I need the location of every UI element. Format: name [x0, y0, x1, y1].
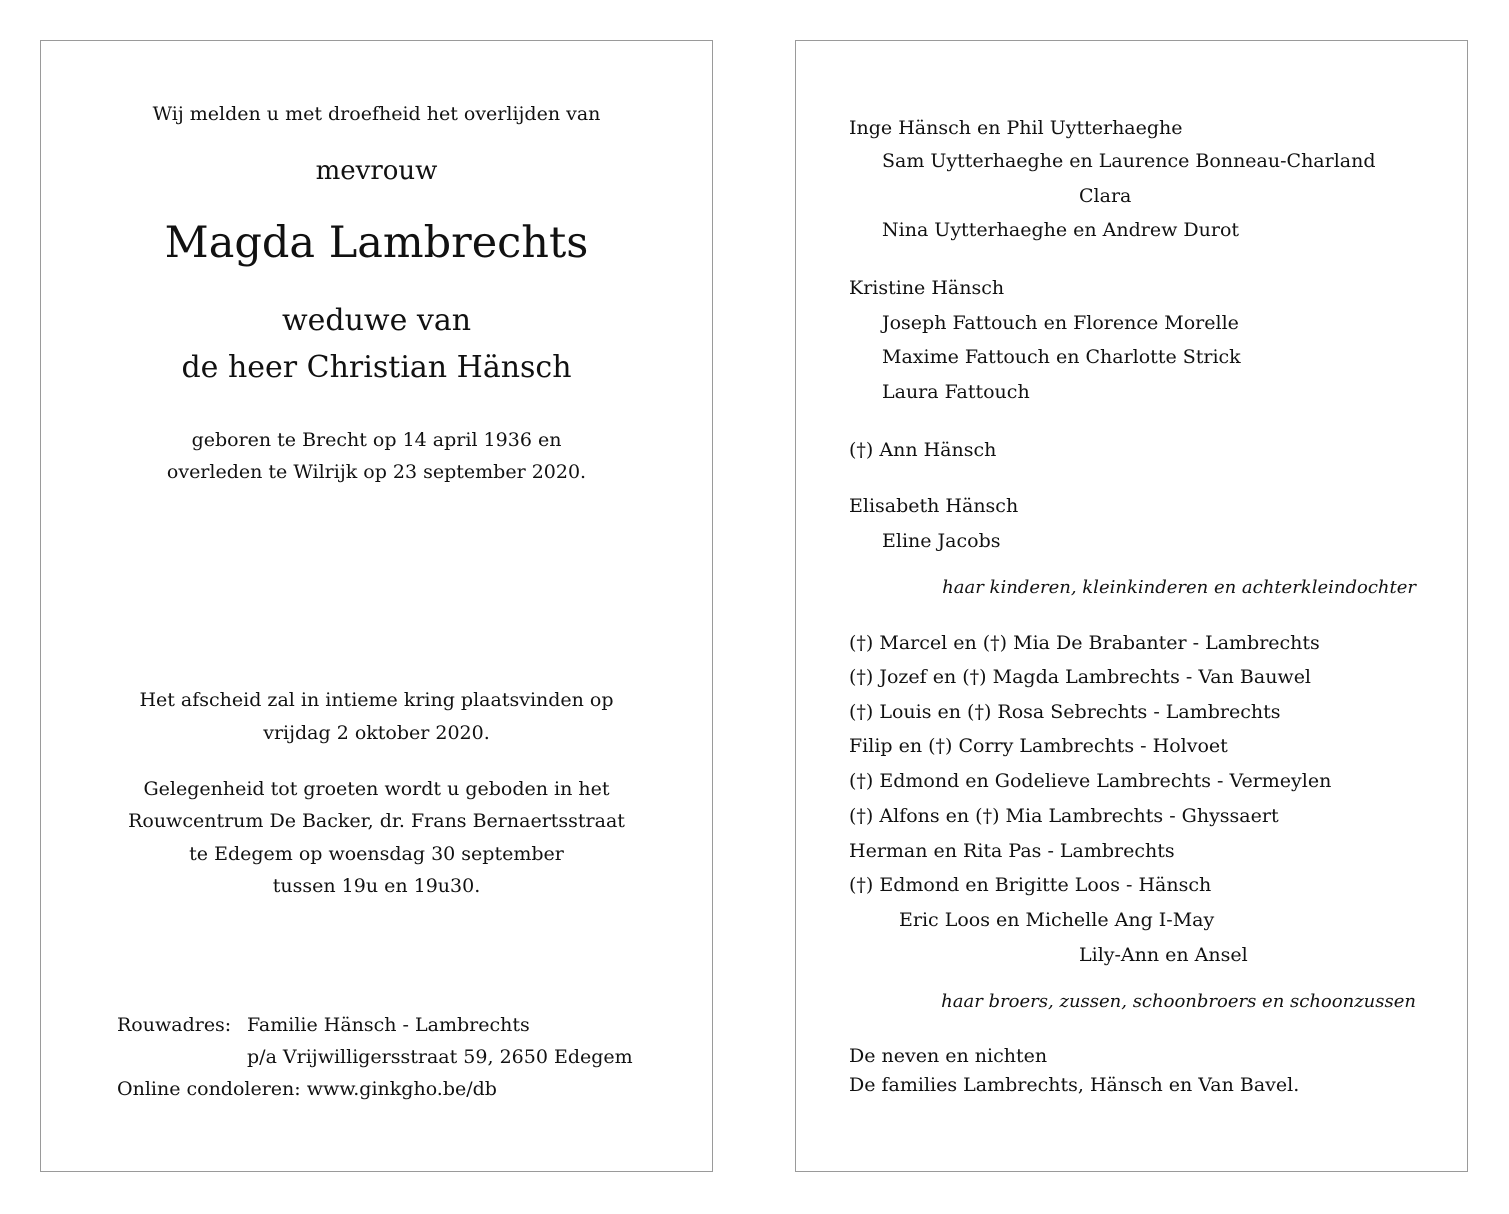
- sibling-line: (†) Edmond en Brigitte Loos - Hänsch: [849, 874, 1212, 896]
- family-line: Eline Jacobs: [882, 530, 1001, 552]
- family-line: Inge Hänsch en Phil Uytterhaeghe: [849, 117, 1183, 139]
- farewell-line: vrijdag 2 oktober 2020.: [263, 722, 490, 744]
- closing-line: De neven en nichten: [849, 1045, 1048, 1067]
- visitation-line: te Edegem op woensdag 30 september: [189, 843, 564, 865]
- widow-line-2: de heer Christian Hänsch: [181, 350, 572, 385]
- sibling-line: Lily-Ann en Ansel: [1079, 944, 1248, 966]
- visitation-line: Gelegenheid tot groeten wordt u geboden in het: [143, 778, 610, 800]
- siblings-caption: haar broers, zussen, schoonbroers en schoonzussen: [941, 991, 1416, 1012]
- farewell-line: Het afscheid zal in intieme kring plaatsvinden op: [139, 689, 614, 711]
- announcement-panel: [40, 40, 713, 1172]
- closing-line: De families Lambrechts, Hänsch en Van Bavel.: [849, 1074, 1300, 1096]
- family-line: Elisabeth Hänsch: [849, 495, 1019, 517]
- sibling-line: (†) Edmond en Godelieve Lambrechts - Vermeylen: [849, 770, 1332, 792]
- family-line: Sam Uytterhaeghe en Laurence Bonneau-Charland: [882, 150, 1376, 172]
- family-line: Clara: [1079, 185, 1132, 207]
- family-line: Joseph Fattouch en Florence Morelle: [882, 312, 1239, 334]
- family-line: (†) Ann Hänsch: [849, 439, 997, 461]
- death-text: overleden te Wilrijk op 23 september 2020.: [166, 461, 587, 483]
- family-line: Kristine Hänsch: [849, 277, 1005, 299]
- children-caption: haar kinderen, kleinkinderen en achterkleindochter: [942, 577, 1416, 598]
- birth-text: geboren te Brecht op 14 april 1936 en: [191, 429, 562, 451]
- visitation-line: tussen 19u en 19u30.: [272, 875, 481, 897]
- widow-line-1: weduwe van: [281, 303, 472, 338]
- online-condolence: Online condoleren: www.ginkgho.be/db: [117, 1078, 497, 1100]
- deceased-name: Magda Lambrechts: [164, 218, 589, 268]
- address-label: Rouwadres:: [117, 1014, 232, 1036]
- sibling-line: (†) Alfons en (†) Mia Lambrechts - Ghyssaert: [849, 805, 1279, 827]
- sibling-line: (†) Jozef en (†) Magda Lambrechts - Van Bauwel: [849, 666, 1312, 688]
- address-name: Familie Hänsch - Lambrechts: [247, 1014, 530, 1036]
- visitation-line: Rouwcentrum De Backer, dr. Frans Bernaertsstraat: [128, 810, 625, 832]
- family-panel: [795, 40, 1468, 1172]
- sibling-line: (†) Marcel en (†) Mia De Brabanter - Lambrechts: [849, 632, 1320, 654]
- address-street: p/a Vrijwilligersstraat 59, 2650 Edegem: [247, 1046, 633, 1068]
- sibling-line: Eric Loos en Michelle Ang I-May: [899, 909, 1215, 931]
- sibling-line: Herman en Rita Pas - Lambrechts: [849, 840, 1175, 862]
- family-line: Nina Uytterhaeghe en Andrew Durot: [882, 219, 1240, 241]
- family-line: Maxime Fattouch en Charlotte Strick: [882, 346, 1241, 368]
- sibling-line: Filip en (†) Corry Lambrechts - Holvoet: [849, 735, 1228, 757]
- sibling-line: (†) Louis en (†) Rosa Sebrechts - Lambrechts: [849, 701, 1281, 723]
- title-text: mevrouw: [315, 156, 438, 186]
- family-line: Laura Fattouch: [882, 381, 1030, 403]
- intro-text: Wij melden u met droefheid het overlijden van: [152, 103, 601, 125]
